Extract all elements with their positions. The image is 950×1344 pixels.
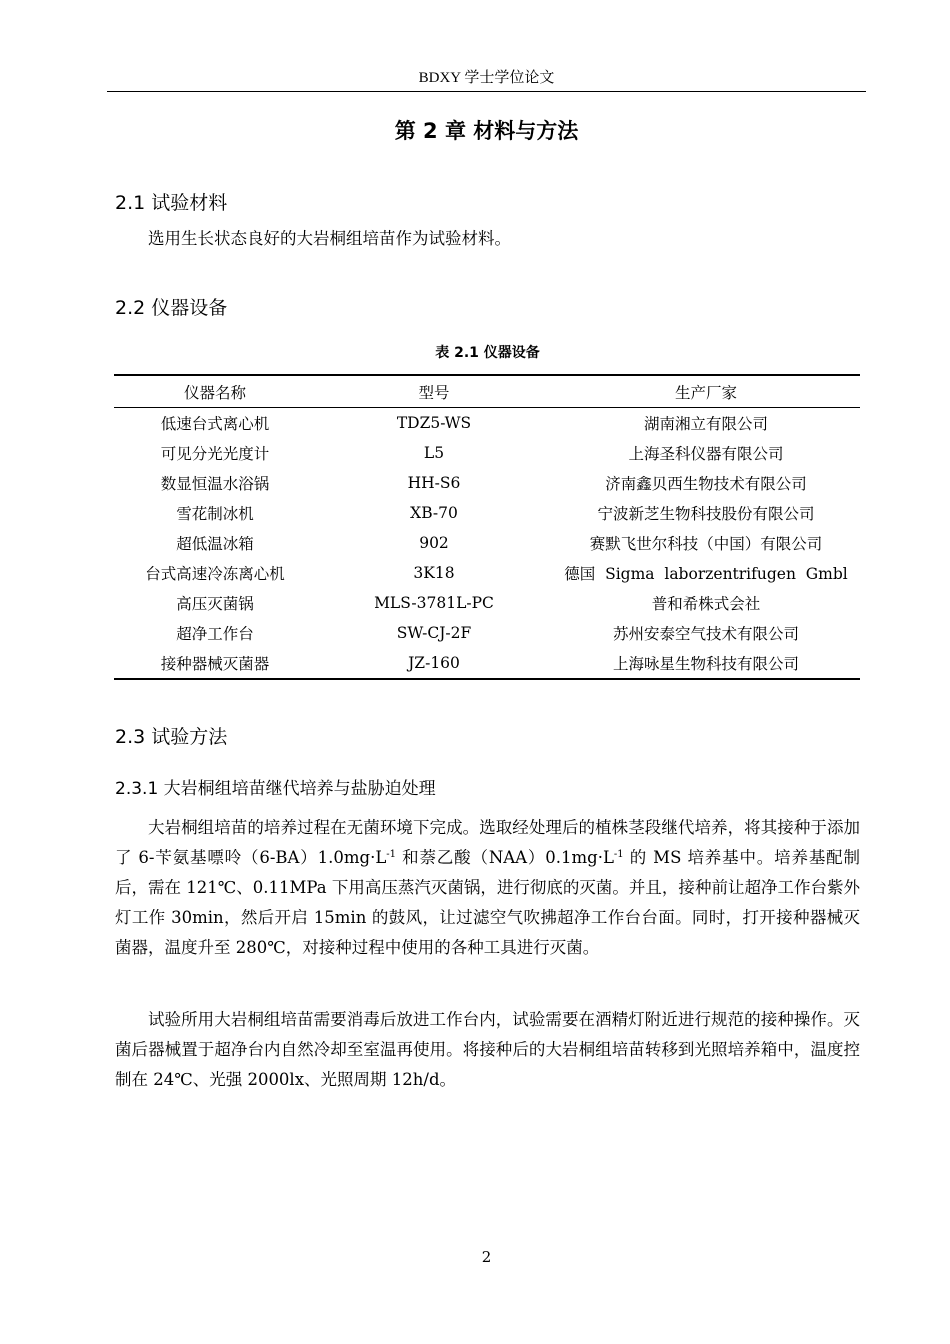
cell-instrument: 接种器械灭菌器 <box>160 655 270 673</box>
cell-model: HH-S6 <box>407 474 461 492</box>
paragraph-text: 的 MS 培养基中。培养基配制后，需在 121℃、0.11MPa 下用高压蒸汽灭菌锅，进行彻底的灭菌。并且，接种前让超净工作台紫外灯工作 30min，然后开启 15min 的鼓风，让过滤空气吹拂超净工作台台面。同时，打开接种器械灭菌器，温度升至 280℃，对接种过程中使用的各种工具进行灭菌。 <box>115 848 860 957</box>
section-heading-methods: 2.3 试验方法 <box>115 726 228 748</box>
table-row <box>114 468 860 498</box>
paragraph-text: 和萘乙酸（NAA）0.1mg·L <box>396 848 614 867</box>
table-row <box>114 498 860 528</box>
cell-model: JZ-160 <box>408 654 460 672</box>
table-row <box>114 408 860 439</box>
methods-paragraph-1 <box>115 813 860 963</box>
cell-manufacturer: 上海圣科仪器有限公司 <box>628 445 784 463</box>
table-row <box>114 528 860 558</box>
header-manufacturer: 生产厂家 <box>674 383 737 402</box>
cell-manufacturer: 宁波新芝生物科技股份有限公司 <box>597 505 815 523</box>
materials-paragraph: 选用生长状态良好的大岩桐组培苗作为试验材料。 <box>148 229 511 248</box>
methods-paragraph-2: 试验所用大岩桐组培苗需要消毒后放进工作台内，试验需要在酒精灯附近进行规范的接种操作。灭菌后器械置于超净台内自然冷却至室温再使用。将接种后的大岩桐组培苗转移到光照培养箱中，温度控制在 24℃、光强 2000lx、光照周期 12h/d。 <box>115 1010 860 1089</box>
section-heading-equipment: 2.2 仪器设备 <box>115 297 228 319</box>
page-header: BDXY 学士学位论文 <box>107 68 866 92</box>
table-row <box>114 618 860 648</box>
cell-model: 3K18 <box>413 564 455 582</box>
table-header-row <box>114 375 860 408</box>
header-model: 型号 <box>418 383 450 402</box>
cell-instrument: 低速台式离心机 <box>160 415 270 433</box>
cell-manufacturer: 苏州安泰空气技术有限公司 <box>612 625 799 643</box>
cell-model: 902 <box>419 534 449 552</box>
cell-model: MLS-3781L-PC <box>374 594 494 612</box>
subsection-heading-culture: 2.3.1 大岩桐组培苗继代培养与盐胁迫处理 <box>115 779 436 799</box>
cell-model: L5 <box>423 444 445 462</box>
paragraph-text: 大岩桐组培苗的培养过程在无菌环境下完成。选取经处理后的植株茎段继代培养，将其接种于添加了 6-苄氨基嘌呤（6-BA）1.0mg·L <box>115 818 860 867</box>
table-caption: 表 2.1 仪器设备 <box>435 345 540 361</box>
cell-model: TDZ5-WS <box>396 414 472 432</box>
cell-instrument: 数显恒温水浴锅 <box>160 475 270 493</box>
cell-instrument: 超低温冰箱 <box>176 535 254 553</box>
cell-instrument: 雪花制冰机 <box>176 505 254 523</box>
cell-manufacturer: 赛默飞世尔科技（中国）有限公司 <box>589 535 823 553</box>
superscript: -1 <box>386 849 397 860</box>
cell-instrument: 高压灭菌锅 <box>176 595 254 613</box>
cell-instrument: 台式高速冷冻离心机 <box>145 565 285 583</box>
cell-instrument: 超净工作台 <box>176 625 254 643</box>
equipment-table <box>114 374 860 680</box>
table-row <box>114 438 860 468</box>
superscript: -1 <box>613 849 624 860</box>
cell-manufacturer: 德国 Sigma laborzentrifugen Gmbl <box>564 565 848 583</box>
section-heading-materials: 2.1 试验材料 <box>115 192 228 214</box>
cell-manufacturer: 上海咏星生物科技有限公司 <box>612 655 799 673</box>
cell-manufacturer: 济南鑫贝西生物技术有限公司 <box>605 475 807 493</box>
cell-instrument: 可见分光光度计 <box>160 445 270 463</box>
table-row <box>114 648 860 679</box>
cell-manufacturer: 普和希株式会社 <box>651 595 761 613</box>
table-row <box>114 588 860 618</box>
header-instrument-name: 仪器名称 <box>183 383 246 402</box>
cell-model: XB-70 <box>410 504 458 522</box>
table-row <box>114 558 860 588</box>
cell-model: SW-CJ-2F <box>396 624 472 642</box>
chapter-title: 第 2 章 材料与方法 <box>394 119 579 143</box>
cell-manufacturer: 湖南湘立有限公司 <box>643 415 768 433</box>
page-number: 2 <box>481 1248 492 1266</box>
